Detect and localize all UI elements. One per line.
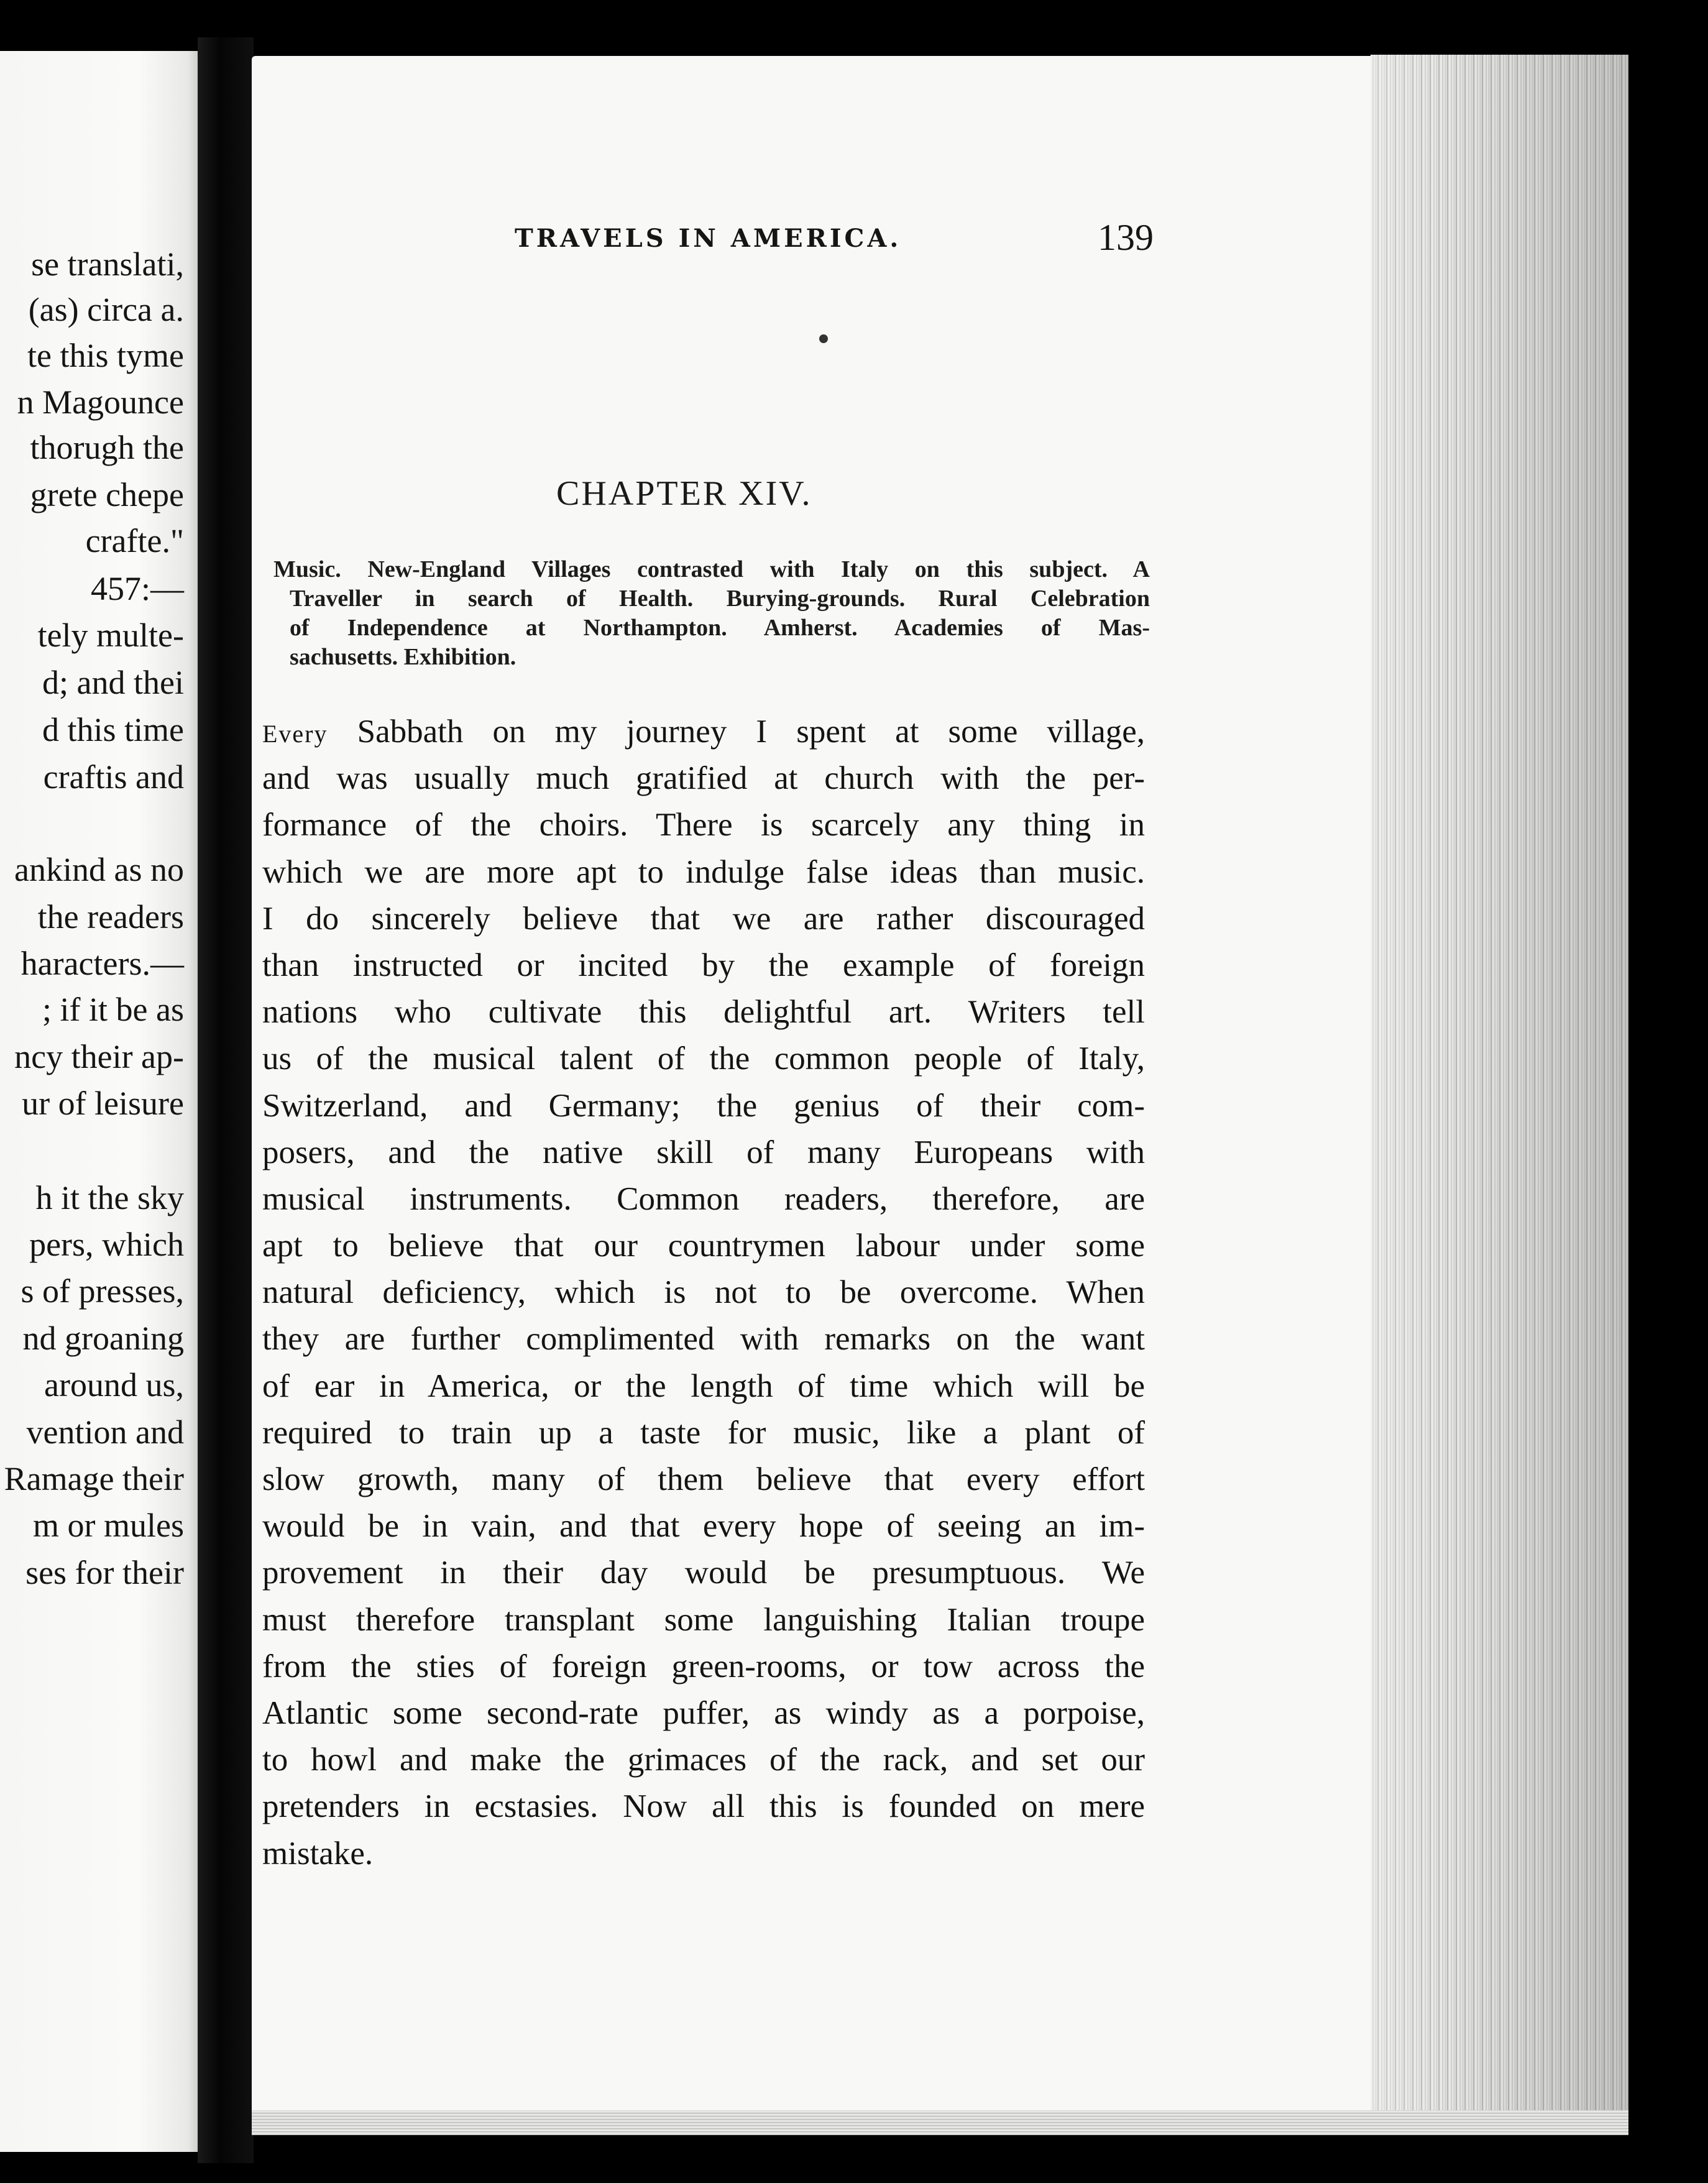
page-number: 139 — [1098, 217, 1154, 258]
body-line: slow growth, many of them believe that every effort — [262, 1461, 1145, 1497]
previous-page-line: h it the sky — [35, 1179, 184, 1216]
body-line: they are further complimented with remarks on the want — [262, 1321, 1145, 1358]
synopsis-line: Traveller in search of Health. Burying-grounds. Rural Celebration — [290, 586, 1150, 612]
body-line: from the sties of foreign green-rooms, or tow across the — [262, 1648, 1145, 1684]
previous-page-line: n Magounce — [17, 384, 184, 421]
body-line: apt to believe that our countrymen labour under some — [262, 1228, 1145, 1264]
body-line: would be in vain, and that every hope of seeing an im- — [262, 1508, 1145, 1545]
previous-page-line: ur of leisure — [22, 1085, 184, 1122]
previous-page-fragment — [0, 51, 198, 2152]
body-line-first — [262, 709, 1145, 755]
previous-page-line: nd groaning — [22, 1320, 184, 1357]
previous-page-line: ncy their ap- — [14, 1038, 184, 1075]
synopsis-line: of Independence at Northampton. Amherst. Academies of Mas- — [290, 615, 1150, 641]
body-line: nations who cultivate this delightful art. Writers tell — [262, 994, 1145, 1031]
body-line: us of the musical talent of the common people of Italy, — [262, 1041, 1145, 1077]
body-line: must therefore transplant some languishing Italian troupe — [262, 1601, 1145, 1638]
body-line: Atlantic some second-rate puffer, as windy as a porpoise, — [262, 1694, 1145, 1731]
previous-page-line: tely multe- — [37, 617, 184, 654]
book-gutter — [198, 37, 254, 2163]
synopsis-line: Music. New-England Villages contrasted with Italy on this subject. A — [273, 556, 1150, 582]
body-line: Switzerland, and Germany; the genius of their com- — [262, 1087, 1145, 1124]
body-line: formance of the choirs. There is scarcely any thing in — [262, 807, 1145, 843]
body-line: provement in their day would be presumptuous. We — [262, 1555, 1145, 1591]
body-line: Sabbath on my journey I spent at some village, — [328, 714, 1145, 750]
chapter-synopsis — [273, 555, 1150, 672]
body-line: which we are more apt to indulge false ideas than music. — [262, 853, 1145, 890]
body-line: than instructed or incited by the example of foreign — [262, 947, 1145, 983]
previous-page-line: ses for their — [25, 1554, 184, 1591]
previous-page-line: the readers — [37, 898, 184, 935]
running-head: TRAVELS IN AMERICA. — [515, 224, 902, 253]
previous-page-line: thorugh the — [30, 429, 184, 466]
previous-page-line: d this time — [42, 711, 184, 748]
body-line: musical instruments. Common readers, therefore, are — [262, 1180, 1145, 1217]
previous-page-line: vention and — [26, 1413, 184, 1451]
previous-page-line: haracters.— — [21, 945, 184, 982]
body-line: posers, and the native skill of many Europeans with — [262, 1134, 1145, 1170]
previous-page-line: pers, which — [29, 1226, 184, 1263]
previous-page-line: m or mules — [33, 1507, 184, 1544]
body-line: required to train up a taste for music, like a plant of — [262, 1414, 1145, 1451]
previous-page-line: ankind as no — [14, 851, 184, 888]
previous-page-line: se translati, — [31, 246, 184, 283]
body-line: natural deficiency, which is not to be overcome. When — [262, 1274, 1145, 1311]
body-line: mistake. — [262, 1835, 374, 1872]
previous-page-line: Ramage their — [4, 1460, 184, 1497]
previous-page-line: d; and thei — [42, 664, 184, 701]
previous-page-line: around us, — [44, 1366, 184, 1404]
chapter-title: CHAPTER XIV. — [556, 474, 812, 513]
previous-page-line: grete chepe — [30, 476, 184, 513]
body-line: of ear in America, or the length of time which will be — [262, 1367, 1145, 1404]
fore-edge-shading — [1371, 55, 1628, 2132]
previous-page-line: te this tyme — [27, 337, 184, 374]
small-caps-lead-word: Every — [262, 720, 328, 748]
previous-page-line: (as) circa a. — [28, 291, 184, 328]
body-paragraph — [262, 709, 1145, 1877]
body-line: and was usually much gratified at church with the per- — [262, 760, 1145, 797]
previous-page-line: crafte." — [85, 522, 184, 559]
body-line: to howl and make the grimaces of the rack, and set our — [262, 1742, 1145, 1778]
book-bottom-edge — [252, 2110, 1628, 2135]
body-line: I do sincerely believe that we are rather discouraged — [262, 900, 1145, 937]
previous-page-line: craftis and — [43, 758, 184, 796]
previous-page-line: s of presses, — [21, 1272, 184, 1310]
body-line: pretenders in ecstasies. Now all this is founded on mere — [262, 1788, 1145, 1825]
synopsis-line: sachusetts. Exhibition. — [290, 644, 517, 670]
previous-page-line: ; if it be as — [42, 991, 184, 1028]
ornament-mark — [819, 334, 828, 343]
previous-page-line: 457:— — [90, 570, 184, 607]
